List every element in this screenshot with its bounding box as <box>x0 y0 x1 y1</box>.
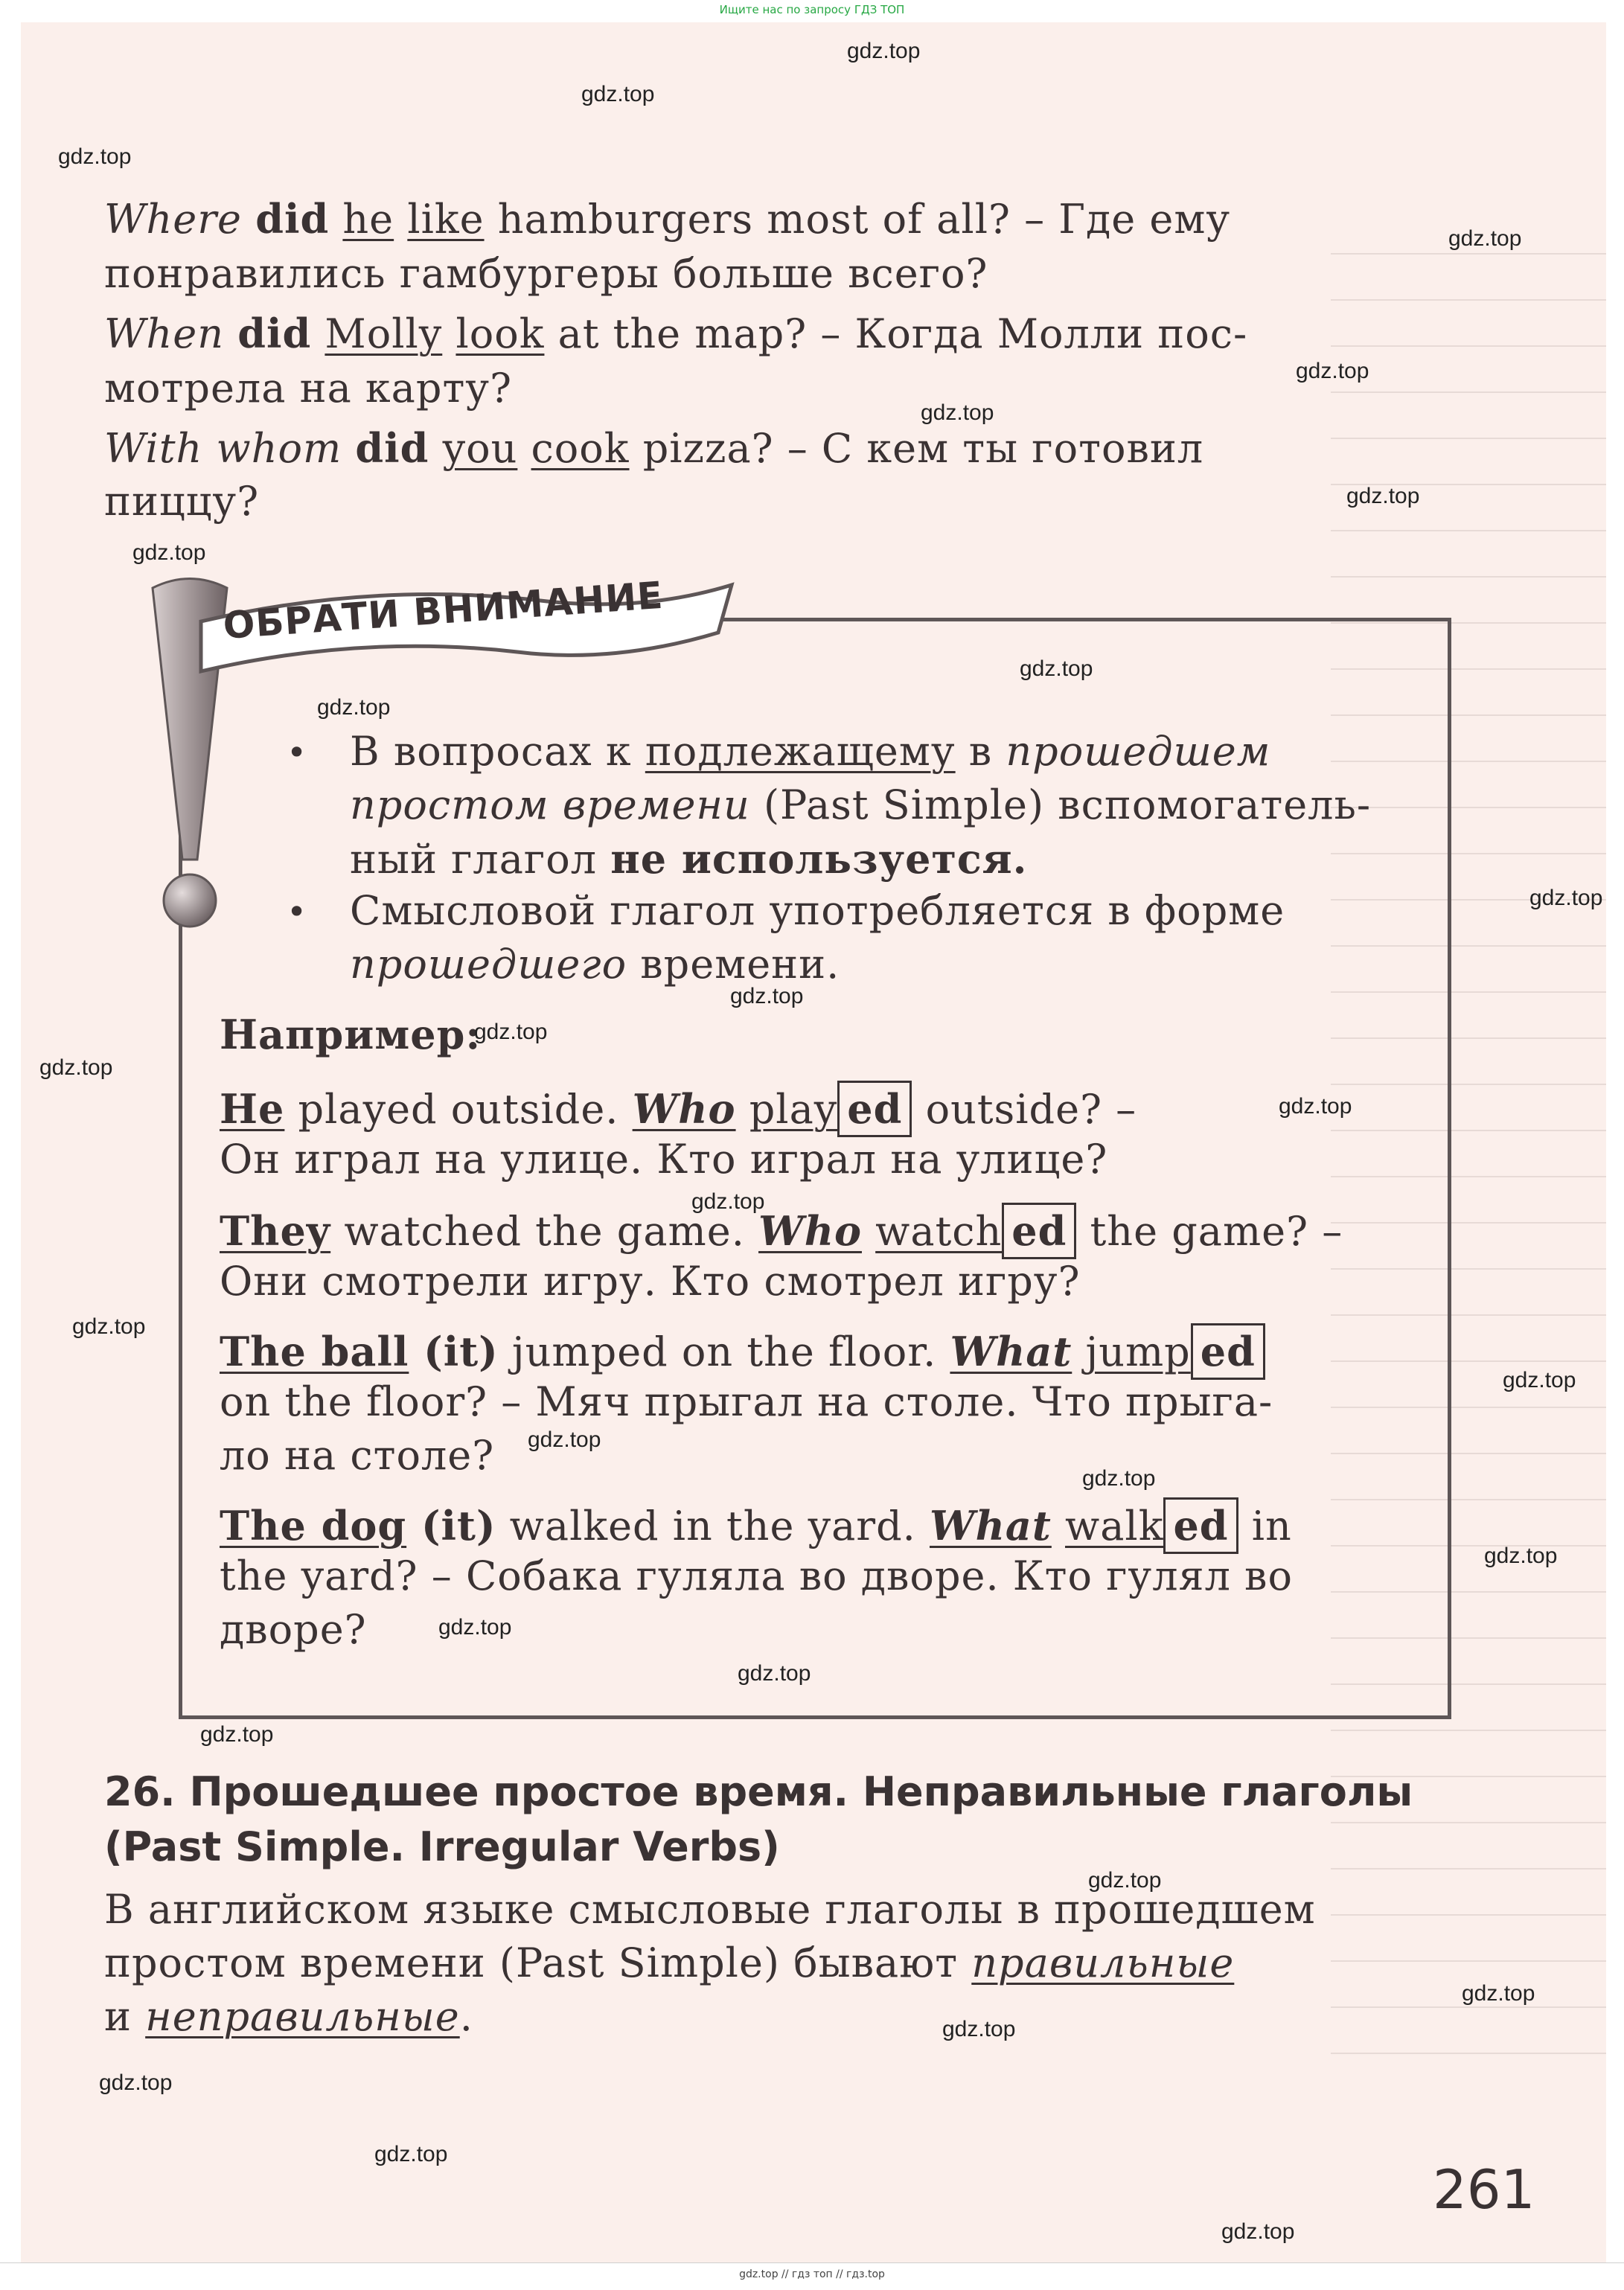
example-2-line-1: They watched the game. Who watch ed the game? – <box>220 1203 1559 1259</box>
example-4-line-3: дворе? <box>220 1606 367 1653</box>
watermark: gdz.top <box>58 144 132 169</box>
watermark: gdz.top <box>99 2070 173 2095</box>
bullet-1-line-1: В вопросах к подлежащему в прошедшем <box>350 728 1271 775</box>
example-1-line-1: He played outside. Who play ed outside? – <box>220 1081 1559 1137</box>
watermark: gdz.top <box>200 1722 274 1747</box>
watermark: gdz.top <box>474 1020 548 1044</box>
question-1-line-1: Where did he like hamburgers most of all? – Где ему <box>104 195 1231 243</box>
attention-banner-text: ОБРАТИ ВНИМАНИЕ <box>221 573 665 647</box>
watermark: gdz.top <box>847 39 921 63</box>
watermark: gdz.top <box>730 984 804 1008</box>
watermark: gdz.top <box>921 400 994 425</box>
example-1-line-2: Он играл на улице. Кто играл на улице? <box>220 1136 1108 1183</box>
watermark: gdz.top <box>581 82 655 106</box>
bullet-1-icon: • <box>287 732 307 773</box>
example-2-line-2: Они смотрели игру. Кто смотрел игру? <box>220 1258 1081 1305</box>
watermark: gdz.top <box>1529 886 1603 910</box>
watermark: gdz.top <box>132 540 206 565</box>
watermark: gdz.top <box>1082 1466 1156 1491</box>
watermark: gdz.top <box>942 2017 1016 2041</box>
watermark: gdz.top <box>317 695 391 720</box>
watermark: gdz.top <box>1346 484 1420 508</box>
footer-note: gdz.top // гдз топ // гдз.top <box>739 2268 885 2280</box>
watermark: gdz.top <box>738 1661 811 1686</box>
section-paragraph-line-2: простом времени (Past Simple) бывают правильные <box>104 1939 1235 1986</box>
header-note: Ищите нас по запросу ГДЗ ТОП <box>719 3 905 16</box>
bullet-2-line-1: Смысловой глагол употребляется в форме <box>350 887 1285 934</box>
watermark: gdz.top <box>1448 226 1522 251</box>
example-4-line-1: The dog (it) walked in the yard. What walk ed in <box>220 1497 1559 1554</box>
example-3-line-3: ло на столе? <box>220 1432 495 1479</box>
watermark: gdz.top <box>39 1055 113 1080</box>
watermark: gdz.top <box>528 1427 601 1452</box>
section-paragraph-line-1: В английском языке смысловые глаголы в прошедшем <box>104 1886 1316 1933</box>
watermark: gdz.top <box>1088 1868 1162 1893</box>
question-2-line-1: When did Molly look at the map? – Когда Молли пос- <box>104 310 1248 357</box>
bullet-2-icon: • <box>287 892 307 932</box>
question-3-line-1: With whom did you cook pizza? – С кем ты готовил <box>104 424 1204 472</box>
example-3-line-1: The ball (it) jumped on the floor. What jump ed <box>220 1323 1559 1380</box>
watermark: gdz.top <box>1503 1368 1576 1392</box>
watermark: gdz.top <box>691 1189 765 1214</box>
watermark: gdz.top <box>1020 656 1093 681</box>
section-title-line-1: 26. Прошедшее простое время. Неправильные глаголы <box>104 1768 1413 1815</box>
watermark: gdz.top <box>1279 1094 1352 1119</box>
bullet-1-line-3: ный глагол не используется. <box>350 835 1028 883</box>
watermark: gdz.top <box>374 2142 448 2166</box>
watermark: gdz.top <box>1296 359 1369 383</box>
watermark: gdz.top <box>438 1615 512 1640</box>
page-number: 261 <box>1433 2158 1535 2221</box>
example-3-line-2: on the floor? – Мяч прыгал на столе. Что прыга- <box>220 1378 1273 1425</box>
watermark: gdz.top <box>1462 1981 1535 2006</box>
watermark: gdz.top <box>72 1314 146 1339</box>
watermark: gdz.top <box>1484 1544 1558 1568</box>
watermark: gdz.top <box>1221 2219 1295 2244</box>
section-paragraph-line-3: и неправильные. <box>104 1993 473 2040</box>
question-3-line-2: пиццу? <box>104 478 260 525</box>
question-2-line-2: мотрела на карту? <box>104 365 513 412</box>
example-4-line-2: the yard? – Собака гуляла во дворе. Кто гулял во <box>220 1552 1293 1599</box>
bullet-2-line-2: прошедшего времени. <box>350 941 840 988</box>
footer-divider <box>0 2262 1624 2263</box>
example-label: Например: <box>220 1011 482 1058</box>
bullet-1-line-2: простом времени (Past Simple) вспомогатель- <box>350 781 1372 828</box>
question-1-line-2: понравились гамбургеры больше всего? <box>104 250 988 297</box>
section-title-line-2: (Past Simple. Irregular Verbs) <box>104 1823 780 1870</box>
